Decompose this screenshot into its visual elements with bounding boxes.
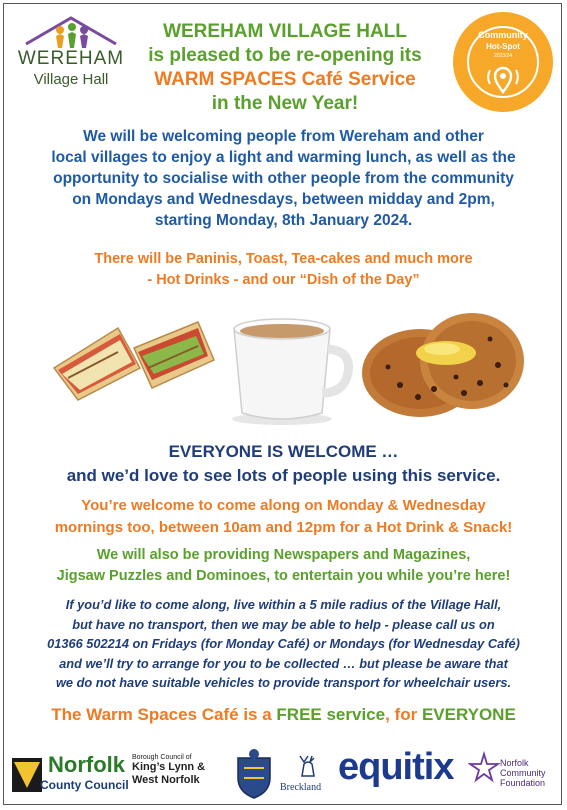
transport-line: and we’ll try to arrange for you to be collected … but please be aware that	[59, 655, 508, 671]
ncf-line-1: Norfolk	[500, 758, 529, 768]
panini-image	[48, 308, 218, 406]
logo-word-wereham: WEREHAM	[17, 48, 125, 69]
welcome-paragraph	[14, 440, 553, 488]
entertainment-line: Jigsaw Puzzles and Dominoes, to entertain you while you’re here!	[56, 568, 511, 584]
borough-crest-icon	[232, 748, 276, 800]
norfolk-word: Norfolk	[48, 752, 125, 777]
kl-line-1: Borough Council of	[132, 754, 192, 761]
mornings-line: You’re welcome to come along on Monday & Wednesday	[81, 497, 486, 514]
equitix-logo	[338, 746, 462, 796]
welcome-line: and we’d love to see lots of people using this service.	[66, 466, 501, 485]
mornings-paragraph	[14, 495, 553, 539]
norfolk-community-foundation-logo	[468, 750, 558, 800]
free-line-part-2: FREE service	[276, 705, 386, 724]
intro-line: starting Monday, 8th January 2024.	[154, 212, 413, 229]
menu-paragraph	[14, 249, 553, 291]
title-line-4: in the New Year!	[211, 93, 359, 114]
entertainment-paragraph	[14, 545, 553, 587]
intro-line: on Mondays and Wednesdays, between midday and 2pm,	[72, 191, 495, 208]
badge-line-2: Hot-Spot	[486, 42, 520, 51]
intro-line: local villages to enjoy a light and warming lunch, as well as the	[51, 149, 516, 166]
free-line-part-1: The Warm Spaces Café is a	[51, 705, 277, 724]
intro-line: We will be welcoming people from Wereham and other	[83, 128, 484, 145]
menu-line: There will be Paninis, Toast, Tea-cakes and much more	[94, 251, 473, 267]
kl-line-2: King’s Lynn &	[132, 761, 206, 773]
menu-line: - Hot Drinks - and our “Dish of the Day”	[147, 272, 420, 288]
ncf-line-3: Foundation	[500, 778, 546, 788]
title-line-3: WARM SPACES Café Service	[154, 69, 416, 90]
community-hotspot-badge	[453, 12, 553, 112]
entertainment-line: We will also be providing Newspapers and Magazines,	[96, 547, 471, 563]
title-line-2: is pleased to be re-opening its	[148, 45, 422, 66]
intro-paragraph	[14, 126, 553, 231]
transport-line: 01366 502214 on Fridays (for Monday Café) or Mondays (for Wednesday Café)	[47, 636, 520, 651]
equitix-word: equitix	[338, 746, 454, 788]
ncf-line-2: Community	[500, 768, 546, 778]
intro-line: opportunity to socialise with other people from the community	[53, 170, 514, 187]
wereham-logo	[16, 14, 126, 92]
title-line-1: WEREHAM VILLAGE HALL	[163, 21, 407, 42]
county-council-word: County Council	[40, 778, 129, 792]
kings-lynn-logo	[132, 754, 230, 787]
transport-line: If you’d like to come along, live within a 5 mile radius of the Village Hall,	[65, 597, 502, 612]
norfolk-crest-icon	[10, 756, 44, 794]
ncf-text	[500, 758, 546, 788]
badge-line-3: 2023/24	[493, 53, 513, 59]
free-line-part-3: , for	[385, 705, 422, 724]
breckland-word: Breckland	[280, 782, 322, 793]
kl-line-3: West Norfolk	[132, 774, 200, 786]
star-icon	[468, 750, 500, 790]
norfolk-county-council-logo	[10, 752, 129, 796]
page-title	[120, 20, 450, 116]
transport-line: we do not have suitable vehicles to provide transport for wheelchair users.	[55, 675, 512, 690]
signal-pin-icon	[483, 58, 523, 98]
transport-paragraph	[14, 595, 553, 693]
mornings-line: mornings too, between 10am and 12pm for a Hot Drink & Snack!	[54, 519, 513, 536]
logo-word-village-hall: Village Hall	[33, 71, 109, 88]
transport-line: but have no transport, then we may be able to help - please call us on	[72, 616, 495, 632]
free-service-line	[14, 703, 553, 727]
sponsor-logos	[10, 746, 557, 804]
tea-cup-image	[226, 315, 354, 427]
welcome-line: EVERYONE IS WELCOME …	[168, 442, 399, 461]
breckland-council-logo	[280, 750, 336, 800]
deer-icon	[290, 750, 324, 782]
badge-line-1: Community	[478, 30, 528, 40]
free-line-part-4: EVERYONE	[421, 705, 516, 724]
teacake-image	[360, 305, 525, 425]
